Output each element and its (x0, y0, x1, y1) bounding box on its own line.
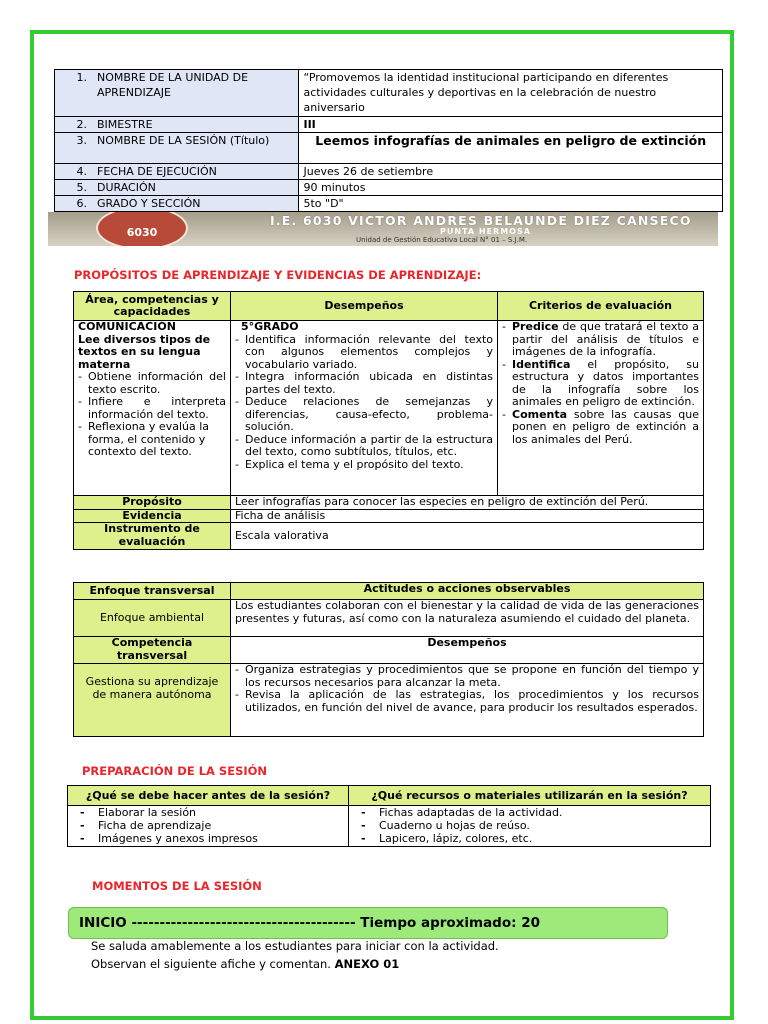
instrumento-value: Escala valorativa (231, 523, 704, 550)
table-row: 5. DURACIÓN 90 minutos (55, 180, 723, 196)
area-cell (74, 321, 231, 496)
table-row: 6. GRADO Y SECCIÓN 5to "D" (55, 196, 723, 212)
list-item: - Predice de que tratará el texto a partir del análisis de títulos e imágenes de la infografía. (502, 321, 699, 359)
info-label: NOMBRE DE LA UNIDAD DE APRENDIZAJE (97, 71, 249, 99)
column-header: Enfoque transversal (74, 583, 231, 600)
table-row (74, 664, 704, 737)
moments-title: MOMENTOS DE LA SESIÓN (92, 879, 262, 893)
list-item: - Lapicero, lápiz, colores, etc. (353, 832, 706, 845)
list-item: - Imágenes y anexos impresos (72, 832, 344, 845)
execution-date: Jueves 26 de setiembre (299, 164, 723, 180)
session-title: Leemos infografías de animales en peligro de extinción (299, 133, 723, 164)
instrumento-label: Instrumento de evaluación (74, 523, 231, 550)
resources-cell (349, 806, 711, 847)
criteria-list (502, 321, 699, 446)
table-row (68, 806, 711, 847)
school-district: PUNTA HERMOSA (440, 227, 531, 236)
evidencia-value: Ficha de análisis (231, 509, 704, 523)
info-label: NOMBRE DE LA SESIÓN (Título) (97, 134, 270, 147)
duration: 90 minutos (299, 180, 723, 196)
school-banner (48, 212, 718, 246)
list-item: - Explica el tema y el propósito del texto. (235, 459, 493, 472)
info-label: GRADO Y SECCIÓN (97, 197, 201, 210)
school-name: I.E. 6030 VICTOR ANDRES BELAUNDE DIEZ CANSECO (270, 213, 692, 228)
inicio-line-2: Observan el siguiente afiche y comentan. ANEXO 01 (91, 957, 400, 971)
list-item: - Deduce información a partir de la estructura del texto, como subtítulos, títulos, etc. (235, 434, 493, 459)
table-row (74, 321, 704, 496)
table-row (74, 509, 704, 523)
list-item: - Revisa la aplicación de las estrategias, los procedimientos y los recursos utilizados, en función del nivel de avance, para producir los resultados esperados. (235, 689, 699, 714)
list-item: - Elaborar la sesión (72, 806, 344, 819)
desempenos-cell (231, 664, 704, 737)
grade-section: 5to "D" (299, 196, 723, 212)
column-header: Competencia transversal (74, 637, 231, 664)
table-row: 1. NOMBRE DE LA UNIDAD DE APRENDIZAJE “Promovemos la identidad institucional participando en diferentes actividades culturales y deportivas en la celebración de nuestro aniversario (55, 70, 723, 117)
performances-list (235, 334, 493, 472)
bimester: III (299, 117, 723, 133)
column-header: Área, competencias y capacidades (74, 292, 231, 321)
criteria-cell (498, 321, 704, 496)
column-header: ¿Qué se debe hacer antes de la sesión? (68, 786, 349, 806)
area-name: COMUNICACIÓN (78, 320, 176, 333)
info-label: FECHA DE EJECUCIÓN (97, 165, 217, 178)
table-row (74, 292, 704, 321)
list-item: - Infiere e interpreta información del texto. (78, 396, 226, 421)
inicio-banner (68, 907, 668, 939)
column-header: Desempeños (231, 292, 498, 321)
table-row: 4. FECHA DE EJECUCIÓN Jueves 26 de setiembre (55, 164, 723, 180)
purposes-table (73, 291, 704, 550)
table-row (74, 523, 704, 550)
grade-label: 5°GRADO (241, 320, 299, 333)
unit-name: “Promovemos la identidad institucional participando en diferentes actividades culturales y deportivas en la celebración de nuestro aniversario (299, 70, 723, 117)
actitud-text: Los estudiantes colaboran con el bienestar y la calidad de vida de las generaciones presentes y futuras, así como con la naturaleza asumiendo el cuidado del planeta. (231, 600, 704, 637)
before-cell (68, 806, 349, 847)
list-item: - Organiza estrategias y procedimientos que se propone en función del tiempo y los recursos necesarios para alcanzar la meta. (235, 664, 699, 689)
session-info-table (54, 69, 723, 212)
list-item: - Integra información ubicada en distintas partes del texto. (235, 371, 493, 396)
inicio-label: INICIO ---------------------------------------- Tiempo aproximado: 20 (79, 915, 541, 931)
column-header: Actitudes o acciones observables (231, 583, 704, 600)
table-row (68, 786, 711, 806)
table-row: 2. BIMESTRE III (55, 117, 723, 133)
list-item: - Cuaderno u hojas de reúso. (353, 819, 706, 832)
preparation-title: PREPARACIÓN DE LA SESIÓN (82, 764, 268, 778)
list-item: - Identifica el propósito, su estructura y datos importantes de la infografía sobre los animales en peligro de extinción. (502, 359, 699, 409)
proposito-value: Leer infografías para conocer las especies en peligro de extinción del Perú. (231, 496, 704, 510)
table-row: 3. NOMBRE DE LA SESIÓN (Título) Leemos infografías de animales en peligro de extinción (55, 133, 723, 164)
evidencia-label: Evidencia (74, 509, 231, 523)
performances-cell (231, 321, 498, 496)
purposes-title: PROPÓSITOS DE APRENDIZAJE Y EVIDENCIAS DE APRENDIZAJE: (74, 268, 482, 282)
ugel-name: Unidad de Gestión Educativa Local N° 01 – S.J.M. (356, 236, 528, 244)
table-row (74, 583, 704, 600)
table-row (74, 496, 704, 510)
list-item: - Obtiene información del texto escrito. (78, 371, 226, 396)
enfoque-name: Enfoque ambiental (74, 600, 231, 637)
proposito-label: Propósito (74, 496, 231, 510)
list-item: - Reflexiona y evalúa la forma, el contenido y contexto del texto. (78, 421, 226, 459)
preparation-table (67, 785, 711, 847)
school-seal-icon: 6030 (96, 212, 188, 246)
resources-list (353, 806, 706, 845)
inicio-line-1: Se saluda amablemente a los estudiantes para iniciar con la actividad. (91, 939, 499, 953)
transversal-table (73, 582, 704, 737)
list-item: - Deduce relaciones de semejanzas y diferencias, causa-efecto, problema-solución. (235, 396, 493, 434)
column-header: Desempeños (231, 637, 704, 664)
list-item: - Comenta sobre las causas que ponen en peligro de extinción a los animales del Perú. (502, 409, 699, 447)
capacities-list (78, 371, 226, 459)
table-row (74, 600, 704, 637)
list-item: - Identifica información relevante del texto con algunos elementos complejos y vocabulario variado. (235, 334, 493, 372)
competency: Lee diversos tipos de textos en su lengua materna (78, 332, 211, 371)
list-item: - Ficha de aprendizaje (72, 819, 344, 832)
before-list (72, 806, 344, 845)
list-item: - Fichas adaptadas de la actividad. (353, 806, 706, 819)
desempenos-list (235, 664, 699, 714)
info-label: DURACIÓN (97, 181, 156, 194)
table-row (74, 637, 704, 664)
competencia-name: Gestiona su aprendizaje de manera autónoma (74, 664, 231, 737)
column-header: Criterios de evaluación (498, 292, 704, 321)
column-header: ¿Qué recursos o materiales utilizarán en la sesión? (349, 786, 711, 806)
info-label: BIMESTRE (97, 118, 153, 131)
